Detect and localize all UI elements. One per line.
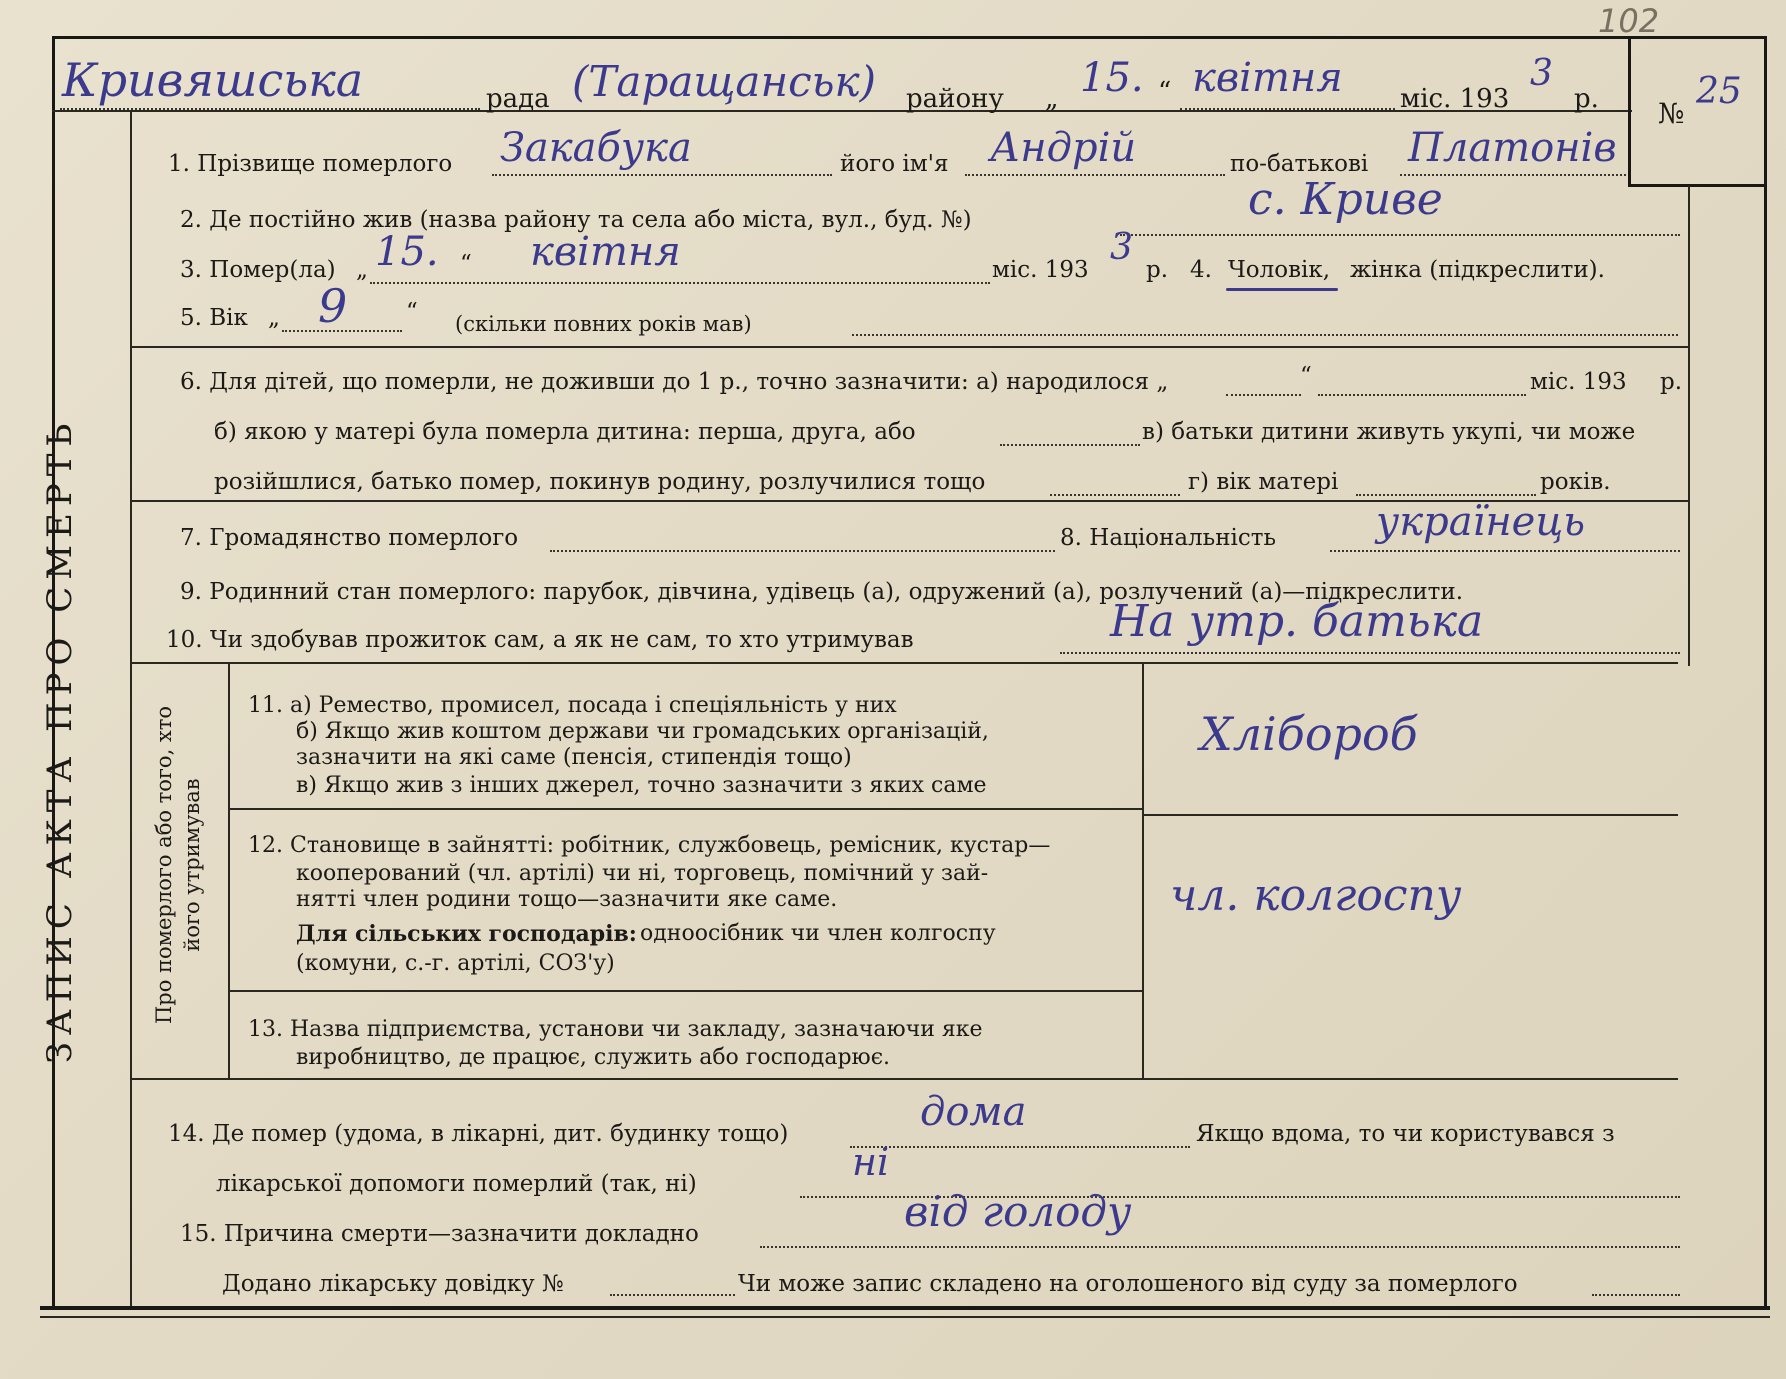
f3-year-digit: 3 xyxy=(1110,227,1133,268)
boxed-section-left xyxy=(228,662,230,1078)
f13-line-1: виробництво, де працює, служить або господарює. xyxy=(296,1045,891,1070)
f14-line2-value: ні xyxy=(852,1140,890,1184)
f15-dots xyxy=(760,1246,1680,1248)
f6-line3a: розійшлися, батько помер, покинув родину, розлучилися тощо xyxy=(214,469,986,495)
f7-label: 7. Громадянство померлого xyxy=(180,525,519,551)
rayon-label: району xyxy=(906,84,1004,114)
side-title: ЗАПИС АКТА ПРО СМЕРТЬ xyxy=(40,416,80,1064)
village-dots xyxy=(60,108,480,110)
f16-dots-a xyxy=(610,1294,735,1296)
f6-line2a: б) якою у матері була померла дитина: перша, друга, або xyxy=(214,419,916,445)
f3-day: 15. xyxy=(375,229,439,275)
boxed-section-divider xyxy=(1142,662,1144,1078)
f1-name: Андрій xyxy=(990,125,1137,171)
header-day-handwritten: 15. xyxy=(1080,55,1144,101)
rule-after-f13 xyxy=(130,1078,1678,1080)
header-date-open-quote: „ xyxy=(1045,84,1059,114)
f5-note: (скільки повних років мав) xyxy=(455,312,752,336)
f14-value: дома xyxy=(920,1089,1027,1135)
f12-last: (комуни, с.-г. артілі, СОЗ'у) xyxy=(296,951,615,976)
right-inner-line xyxy=(1688,186,1690,666)
f6-line1-r: р. xyxy=(1660,369,1683,395)
f9-label: 9. Родинний стан померлого: парубок, дівчина, удівець (а), одружений (а), розлучений (а)—підкреслити. xyxy=(180,579,1464,605)
f6-line1-end: міс. 193 xyxy=(1530,369,1627,395)
f3-mis: міс. 193 xyxy=(992,257,1089,283)
f15-value: від голоду xyxy=(904,1187,1132,1236)
f12-value: чл. колгоспу xyxy=(1170,870,1462,921)
rada-label: рада xyxy=(486,84,550,114)
district-handwritten: (Таращанськ) xyxy=(572,57,876,106)
side-note: Про померлого або того, хто його утримував xyxy=(152,705,204,1025)
f16-dots-b xyxy=(1592,1294,1680,1296)
f1-patronymic-label: по-батькові xyxy=(1230,151,1369,177)
f6-line1-dots-b xyxy=(1318,394,1526,396)
frame-right xyxy=(1764,36,1767,1306)
f3-close-quote: “ xyxy=(460,251,472,277)
header-month-handwritten: квітня xyxy=(1192,55,1343,101)
f14-line2: лікарської допомоги померлий (так, ні) xyxy=(216,1171,697,1197)
f1-name-label: його ім'я xyxy=(840,151,949,177)
f5-value: 9 xyxy=(318,279,348,333)
f16-label: Додано лікарську довідку № xyxy=(222,1271,564,1297)
village-handwritten: Кривяшська xyxy=(62,53,364,107)
f14-after: Якщо вдома, то чи користувався з xyxy=(1196,1121,1615,1147)
number-handwritten: 25 xyxy=(1696,71,1742,112)
f6-line3b: г) вік матері xyxy=(1188,469,1339,495)
f11-line-3: в) Якщо жив з інших джерел, точно зазначити з яких саме xyxy=(296,773,987,798)
f8-value: українець xyxy=(1376,499,1586,545)
f5-dots xyxy=(282,330,402,332)
f12-line-0: 12. Становище в зайнятті: робітник, службовець, ремісник, кустар— xyxy=(248,833,1051,858)
f6-line1-dots-a xyxy=(1226,394,1301,396)
f12-line-1: кооперований (чл. артілі) чи ні, торговець, помічний у зай- xyxy=(296,861,989,886)
f2-dots xyxy=(1120,234,1680,236)
f10-value: На утр. батька xyxy=(1110,596,1484,647)
number-label: № xyxy=(1658,97,1685,130)
pencil-archive-number: 102 xyxy=(1598,2,1660,40)
f13-line-0: 13. Назва підприємства, установи чи закладу, зазначаючи яке xyxy=(248,1017,983,1042)
f5-label: 5. Вік xyxy=(180,305,248,331)
header-month-dots xyxy=(1180,108,1395,110)
f4-male: Чоловік, xyxy=(1228,257,1331,283)
f11-line-2: зазначити на які саме (пенсія, стипендія тощо) xyxy=(296,745,852,770)
f8-dots xyxy=(1330,550,1680,552)
f1-surname-dots xyxy=(492,174,832,176)
f3-label: 3. Помер(ла) xyxy=(180,257,336,283)
f6-line3-dots-a xyxy=(1050,494,1180,496)
f1-label: 1. Прізвище померлого xyxy=(168,151,453,177)
f6-line2b: в) батьки дитини живуть укупі, чи може xyxy=(1142,419,1636,445)
f15-label: 15. Причина смерти—зазначити докладно xyxy=(180,1221,699,1247)
f3-dots xyxy=(370,282,990,284)
f11-value: Хлібороб xyxy=(1200,707,1418,761)
number-box-left xyxy=(1628,36,1631,186)
header-mis-label: міс. 193 xyxy=(1400,84,1510,114)
rule-after-f5 xyxy=(130,346,1690,348)
number-box-bottom xyxy=(1628,184,1766,187)
f5-trailing-dots xyxy=(852,334,1678,336)
header-rule xyxy=(52,110,1632,112)
rule-after-f12 xyxy=(228,990,1142,992)
f2-label: 2. Де постійно жив (назва району та села або міста, вул., буд. №) xyxy=(180,207,972,233)
f12-bold-label: Для сільських господарів: xyxy=(296,921,637,947)
f1-patronymic: Платонів xyxy=(1408,125,1617,171)
f8-label: 8. Національність xyxy=(1060,525,1277,551)
f1-name-dots xyxy=(965,174,1225,176)
frame-bottom xyxy=(40,1306,1770,1310)
rule-after-f11 xyxy=(228,808,1142,810)
f12-after-bold: одноосібник чи член колгоспу xyxy=(640,921,996,946)
header-r-label: р. xyxy=(1574,84,1599,114)
f6-line3c: років. xyxy=(1540,469,1611,495)
f6-line3-dots-b xyxy=(1356,494,1536,496)
rule-after-f11-right xyxy=(1142,814,1678,816)
f3-open-quote: „ xyxy=(356,257,368,283)
f10-label: 10. Чи здобував прожиток сам, а як не сам, то хто утримував xyxy=(166,627,914,653)
f6-line1: 6. Для дітей, що померли, не доживши до 1 р., точно зазначити: а) народилося „ xyxy=(180,369,1169,395)
header-date-close-quote: “ xyxy=(1158,77,1172,107)
side-column-divider xyxy=(130,110,132,1306)
f4-female: жінка (підкреслити). xyxy=(1350,257,1605,283)
f4-label: 4. xyxy=(1190,257,1212,283)
f12-line-2: нятті член родини тощо—зазначити яке саме. xyxy=(296,887,838,912)
f5-close-quote: “ xyxy=(406,299,418,325)
frame-bottom-inner xyxy=(40,1316,1770,1318)
rule-after-f10 xyxy=(130,662,1678,664)
f10-dots xyxy=(1060,652,1680,654)
f3-r: р. xyxy=(1146,257,1169,283)
f14-label: 14. Де помер (удома, в лікарні, дит. будинку тощо) xyxy=(168,1121,789,1147)
f14-dots xyxy=(850,1146,1190,1148)
f6-line2-dots xyxy=(1000,444,1140,446)
f7-dots xyxy=(550,550,1055,552)
f11-line-0: 11. а) Ремество, промисел, посада і спеціяльність у них xyxy=(248,693,897,718)
f3-month: квітня xyxy=(530,229,681,275)
f6-line1-quote: “ xyxy=(1300,363,1312,389)
f5-open-quote: „ xyxy=(268,305,280,331)
f16-question: Чи може запис складено на оголошеного від суду за померлого xyxy=(738,1271,1518,1297)
f4-male-underline xyxy=(1226,288,1338,291)
f1-surname: Закабука xyxy=(500,125,692,171)
frame-top xyxy=(52,36,1766,39)
f11-line-1: б) Якщо жив коштом держави чи громадських організацій, xyxy=(296,719,989,744)
header-year-digit: 3 xyxy=(1530,53,1553,94)
f2-value: с. Криве xyxy=(1248,174,1443,225)
